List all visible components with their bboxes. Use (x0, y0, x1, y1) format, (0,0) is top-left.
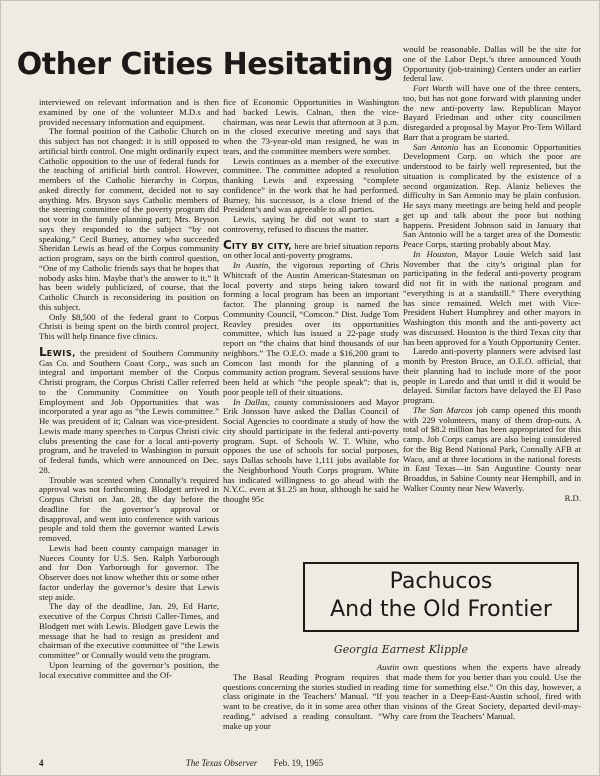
paragraph-text: Mayor Louie Welch said last November that the city’s original plan for participating in the federal anti-poverty program did not fit in with the national program and “everything is at a standstill.” There everything has since remained. Welch met with Vice-President Hubert Humphrey and other mayors in Washington this month and the anti-poverty act was discussed. Houston is the third Texas city that has been approved for a Youth Opportunity Center. (403, 248, 581, 347)
place-name: The San Marcos (413, 404, 473, 415)
box-headline-line-1: Pachucos (389, 569, 493, 594)
article-column-3 (403, 45, 581, 576)
small-caps-lead: ITY BY CITY, (231, 240, 293, 251)
paragraph-text: here are brief situation reports on other local anti-poverty programs. (223, 240, 399, 261)
paragraph: Upon learning of the governor’s position, the local executive committee and the Of- (39, 659, 219, 680)
second-article-column-2 (403, 663, 581, 753)
place-name: Fort Worth (413, 83, 453, 93)
author-initials: R.D. (564, 492, 581, 503)
second-article-column-1 (223, 663, 399, 753)
paragraph: The Basal Reading Program requires that questions concerning the stories studied in reading class originate in the Teachers’ Manual. “If you want to be creative, do it in some area other than reading,” advised a reading consultant. “Why make up your (223, 671, 399, 731)
article-column-2 (223, 97, 399, 504)
paragraph: interviewed on relevant information and is then examined by one of the volunteer M.D.s and provided necessary information and equipment. (39, 97, 219, 127)
publication-name: The Texas Observer (185, 758, 258, 768)
paragraph (223, 237, 399, 262)
paragraph: Only $8,500 of the federal grant to Corpus Christi is being spent on the birth control project. This will help finance five clinics. (39, 311, 219, 341)
paragraph: The formal position of the Catholic Church on this subject has not changed: it is still opposed to artificial birth control. One might ordinarily expect Catholic opposition to the use of federal funds for the teaching of artificial birth control. However, members of the Catholic hierarchy in Corpus, asked directly for comment, decided not to say anything. Mrs. Bryson says Catholic members of the steering committee of the poverty program did not vote in the family planning part; Mrs. Bryson says they responded to the subject “by not speaking.” Cecil Burney, attorney who succeeded Sheridan Lewis as head of the Corpus community action program, says on the birth control question, “One of my Catholic friends says that he hopes that nobody asks him. Maybe that’s the answer to it.” It has been widely publicized, of course, that the Catholic Church is reconsidering its position on this subject. (39, 126, 219, 312)
paragraph-text: will have one of the three centers, too, but has not gone forward with planning under the new anti-poverty law. Republican Mayor Bayard Friedman and other city councilmen disregarded a proposal by Mayor Pro-Tem Willard Barr that a program be started. (403, 83, 581, 142)
paragraph-text: the president of Southern Community Gas Co. and Southern Coast Corp., was such an integral and important member of the Corpus Christi program, the Corpus Christi Caller referred to the Community Committee on Youth Employment and Job Opportunities that was incorporated a year ago as “the Lewis committee.” He was president of it; Calnan was vice-president. Lewis made many speeches to Corpus Christi civic clubs presenting the case for a local anti-poverty program, and he traveled to Washington in pursuit of federal funds, which were announced on Dec. 28. (39, 347, 219, 475)
paragraph (223, 398, 399, 505)
paragraph (403, 406, 581, 494)
paragraph (403, 250, 581, 348)
paragraph: Lewis had been county campaign manager in Nueces County for U.S. Sen. Ralph Yarborough and for Don Yarborough for governor. The Observer does not know whether this or some other factor underlay the governor’s desire that Lewis step aside. (39, 542, 219, 602)
paragraph: Lewis, saying he did not want to start a controversy, refused to discuss the matter. (223, 214, 399, 234)
page-number: 4 (39, 758, 44, 768)
paragraph (39, 344, 219, 476)
box-headline-line-2: And the Old Frontier (330, 597, 552, 622)
paragraph-text: county commissioners and Mayor Erik Jonsson have asked the Dallas Council of Social Agencies to coordinate a study of how the city should participate in the federal anti-poverty program. Supt. of Schools W. T. White, who opposes the use of schools for social purposes, says Dallas schools have 1,111 jobs available for the Neighborhood Youth Corps program. White has indicated willingness to go ahead with the N.Y.C. even at $1.25 an hour, although he said he thought 95c (223, 396, 399, 504)
paragraph: would be reasonable. Dallas will be the site for one of the Labor Dept.’s three announced Youth Opportunity (job-training) Centers under an earlier federal law. (403, 44, 581, 84)
headline-box (303, 562, 579, 632)
paragraph (403, 143, 581, 250)
paragraph: own questions when the experts have already made them for you better than you could. Use the time for something else.” On this day, however, a teacher in a Deep-East-Austin school, fired with visions of the Great Society, departed devil-may-care from the Teachers’ Manual. (403, 662, 581, 721)
paragraph: Laredo anti-poverty planners were advised last month by Preston Bruce, an O.E.O. official, that their planning had to include more of the poor people in Laredo and that until it did it would be delayed. Similar factors have delayed the El Paso program. (403, 346, 581, 405)
page-footer (39, 758, 399, 769)
paragraph: fice of Economic Opportunities in Washington had backed Lewis. Calnan, then the vice-chairman, was near Lewis that afternoon at 3 p.m. in the closed executive meeting and says that when the 73-year-old man resigned, he was in tears, and the committee members were somber. (223, 97, 399, 156)
dateline: Austin (376, 662, 399, 672)
article-column-1 (39, 98, 219, 750)
place-name: In Austin, (233, 260, 271, 270)
drop-cap: C (223, 237, 232, 252)
place-name: In Houston, (413, 248, 459, 259)
paragraph: The day of the deadline, Jan. 29, Ed Harte, executive of the Corpus Christi Caller-Times, and Blodgett met with Lewis. Blodgett gave Lewis the message that he had to resign as president and chairman of the executive committee of “the Lewis committee” or Connally would veto the program. (39, 601, 219, 660)
place-name: In Dallas, (233, 396, 270, 407)
paragraph-text: job camp opened this month with 229 volunteers, many of them drop-outs. A total of $8.2 million has been appropriated for this camp. Job Corps camps are also being considered for the Big Bend National Park, Connally AFB at Waco, and at three locations in the national forests in East Texas—in San Augustine County near Broaddus, in Sabine County near Hemphill, and in Walker County near New Waverly. (403, 404, 581, 493)
headline: Other Cities Hesitating (16, 47, 394, 82)
paragraph: Lewis continues as a member of the executive committee. The committee adopted a resolution thanking Lewis and expressing “complete confidence” in the work that he had performed. Burney, his successor, is a close friend of the President’s and was agreeable to all parties. (223, 155, 399, 215)
paragraph-text: the vigorous reporting of Chris Whitcraft of the Austin American-Statesman on local poverty and steps being taken toward forming a local program has been an important factor. The planning group is named the Community Council, “Comcon.” Dist. Judge Tom Reavley presides over its opportunities committee, which has issued a 22-page study report on “the chains that bind thousands of our neighbors.” The O.E.O. made a $16,200 grant to Comcon last month for the planning of a community action program. Several sessions have been held at which “the people speak”: that is, poor people tell of their situations. (223, 260, 399, 397)
byline: Georgia Earnest Klipple (333, 643, 469, 656)
paragraph: Trouble was scented when Connally’s required approval was not forthcoming. Blodgett arrived in Corpus Christi on Jan. 28, the day before the deadline for the governor’s approval or disapproval, and went into conference with various people and told them the governor wanted Lewis removed. (39, 474, 219, 543)
place-name: San Antonio (413, 141, 459, 152)
issue-date: Feb. 19, 1965 (273, 758, 324, 768)
small-caps-lead: EWIS, (46, 347, 76, 358)
paragraph (403, 84, 581, 143)
drop-cap: L (39, 344, 47, 359)
paragraph (223, 261, 399, 398)
paragraph-text: has an Economic Opportunities Development Corp. on which the poor are understood to be fairly well represented, but the situation is complicated by the existence of a second organization. Rep. Alaniz believes the difficulty in San Antonio may be plain confusion. He says many meetings are being held and people get up and talk about the poor but nothing happens. President Johnson said in January that San Antonio will be a target area of the Domestic Peace Corps, starting probably about May. (403, 141, 581, 249)
